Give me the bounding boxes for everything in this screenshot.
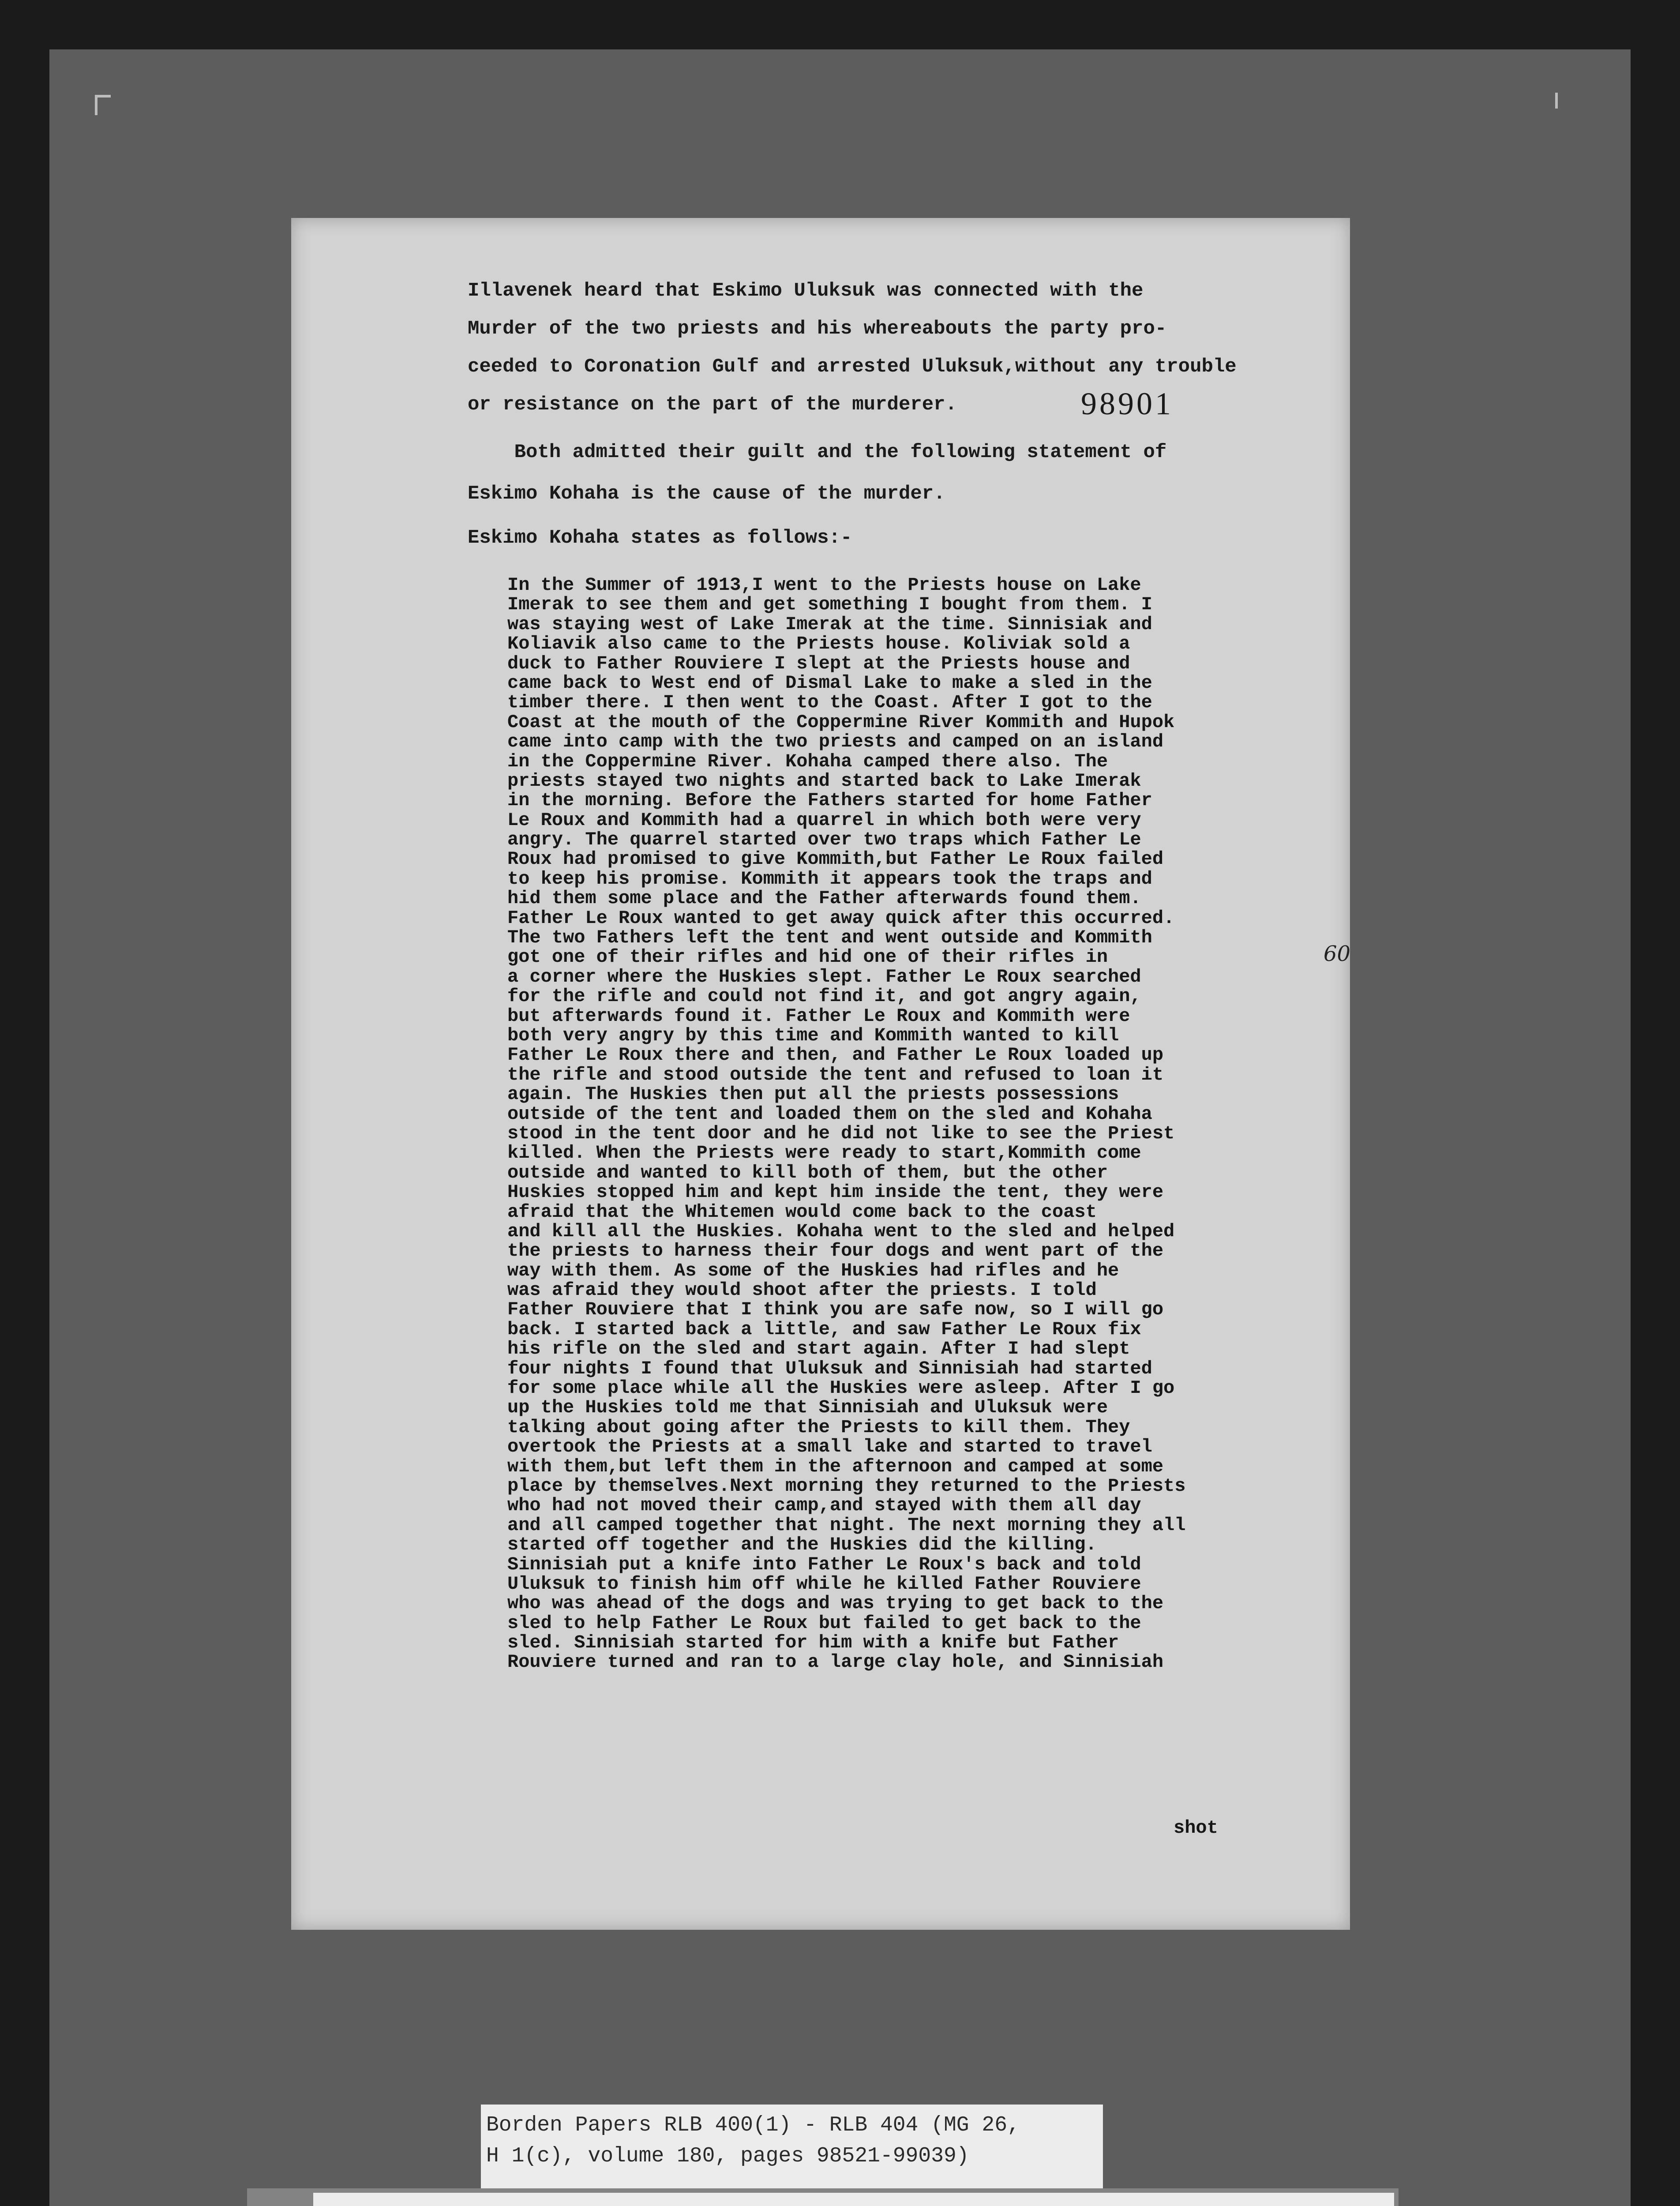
statement-line: got one of their rifles and hid one of their rifles in — [507, 946, 1108, 968]
statement-line: Le Roux and Kommith had a quarrel in which both were very — [507, 809, 1141, 831]
statement-line: sled to help Father Le Roux but failed to get back to the — [507, 1612, 1141, 1634]
statement-line: but afterwards found it. Father Le Roux and Kommith were — [507, 1005, 1130, 1027]
statement-line: In the Summer of 1913,I went to the Priests house on Lake — [507, 574, 1141, 596]
reference-line: H 1(c), volume 180, pages 98521-99039) — [486, 2144, 969, 2168]
handwritten-margin-note: 60 — [1324, 942, 1351, 966]
statement-line: Father Rouviere that I think you are safe now, so I will go — [507, 1299, 1164, 1321]
statement-line: overtook the Priests at a small lake and started to travel — [507, 1436, 1152, 1458]
statement-line: and kill all the Huskies. Kohaha went to the sled and helped — [507, 1220, 1175, 1242]
page-catchword: shot — [1174, 1817, 1218, 1838]
intro-line: Eskimo Kohaha states as follows:- — [468, 527, 852, 549]
statement-line: in the morning. Before the Fathers started for home Father — [507, 790, 1152, 811]
statement-line: Father Le Roux there and then, and Father Le Roux loaded up — [507, 1044, 1164, 1066]
archives-card-face — [313, 2193, 1394, 2206]
statement-body — [507, 575, 1328, 1672]
statement-line: duck to Father Rouviere I slept at the Priests house and — [507, 653, 1130, 674]
statement-line: with them,but left them in the afternoon and camped at some — [507, 1456, 1164, 1477]
statement-line: who was ahead of the dogs and was trying to get back to the — [507, 1593, 1164, 1614]
statement-line: way with them. As some of the Huskies had rifles and he — [507, 1260, 1119, 1281]
reference-line: Borden Papers RLB 400(1) - RLB 404 (MG 26, — [486, 2113, 1020, 2137]
statement-line: angry. The quarrel started over two traps which Father Le — [507, 829, 1141, 851]
statement-line: Koliavik also came to the Priests house. Koliviak sold a — [507, 633, 1130, 655]
statement-line: was afraid they would shoot after the priests. I told — [507, 1279, 1097, 1301]
statement-line: Coast at the mouth of the Coppermine River Kommith and Hupok — [507, 711, 1175, 733]
intro-line: Murder of the two priests and his whereabouts the party pro- — [468, 318, 1167, 340]
statement-line: up the Huskies told me that Sinnisiah and Uluksuk were — [507, 1397, 1108, 1418]
statement-line: The two Fathers left the tent and went outside and Kommith — [507, 927, 1152, 949]
intro-line: Both admitted their guilt and the following statement of — [468, 441, 1167, 463]
statement-line: Father Le Roux wanted to get away quick after this occurred. — [507, 907, 1175, 929]
statement-line: again. The Huskies then put all the priests possessions — [507, 1084, 1119, 1105]
crop-mark-top-left — [95, 95, 111, 115]
statement-line: came into camp with the two priests and camped on an island — [507, 731, 1164, 753]
statement-line: four nights I found that Uluksuk and Sinnisiah had started — [507, 1358, 1152, 1379]
statement-line: priests stayed two nights and started back to Lake Imerak — [507, 770, 1141, 792]
statement-line: afraid that the Whitemen would come back to the coast — [507, 1201, 1097, 1223]
intro-line: or resistance on the part of the murderer. — [468, 394, 957, 416]
statement-line: in the Coppermine River. Kohaha camped there also. The — [507, 750, 1108, 772]
statement-line: both very angry by this time and Kommith wanted to kill — [507, 1024, 1119, 1046]
statement-line: who had not moved their camp,and stayed with them all day — [507, 1495, 1141, 1516]
statement-line: killed. When the Priests were ready to start,Kommith come — [507, 1142, 1141, 1164]
statement-line: talking about going after the Priests to kill them. They — [507, 1416, 1130, 1438]
archives-card — [247, 2188, 1399, 2206]
statement-line: for the rifle and could not find it, and got angry again, — [507, 986, 1141, 1007]
statement-line: a corner where the Huskies slept. Father Le Roux searched — [507, 966, 1141, 987]
statement-line: place by themselves.Next morning they returned to the Priests — [507, 1475, 1186, 1497]
statement-line: Sinnisiah put a knife into Father Le Roux's back and told — [507, 1553, 1141, 1575]
statement-line: to keep his promise. Kommith it appears took the traps and — [507, 868, 1152, 889]
statement-line: sled. Sinnisiah started for him with a knife but Father — [507, 1632, 1119, 1654]
statement-line: was staying west of Lake Imerak at the time. Sinnisiak and — [507, 613, 1152, 635]
statement-line: the rifle and stood outside the tent and refused to loan it — [507, 1064, 1164, 1085]
statement-line: hid them some place and the Father afterwards found them. — [507, 888, 1141, 909]
statement-line: came back to West end of Dismal Lake to make a sled in the — [507, 672, 1152, 694]
statement-line: back. I started back a little, and saw Father Le Roux fix — [507, 1318, 1141, 1340]
reference-label — [481, 2105, 1103, 2202]
statement-line: started off together and the Huskies did the killing. — [507, 1534, 1097, 1556]
document-page-number: 98901 — [1081, 386, 1174, 421]
intro-line: ceeded to Coronation Gulf and arrested Uluksuk,without any trouble — [468, 356, 1237, 378]
statement-line: the priests to harness their four dogs and went part of the — [507, 1240, 1164, 1262]
statement-line: for some place while all the Huskies were asleep. After I go — [507, 1377, 1175, 1399]
statement-line: Uluksuk to finish him off while he killed Father Rouviere — [507, 1573, 1141, 1594]
statement-line: Roux had promised to give Kommith,but Father Le Roux failed — [507, 848, 1164, 870]
statement-line: Imerak to see them and get something I bought from them. I — [507, 594, 1152, 615]
statement-line: outside and wanted to kill both of them, but the other — [507, 1162, 1108, 1183]
intro-line: Eskimo Kohaha is the cause of the murder. — [468, 483, 945, 505]
crop-mark-top-right — [1555, 93, 1558, 109]
statement-line: his rifle on the sled and start again. After I had slept — [507, 1338, 1130, 1360]
statement-line: outside of the tent and loaded them on the sled and Kohaha — [507, 1103, 1152, 1125]
statement-line: timber there. I then went to the Coast. After I got to the — [507, 692, 1152, 713]
statement-line: and all camped together that night. The next morning they all — [507, 1514, 1186, 1536]
statement-line: stood in the tent door and he did not like to see the Priest — [507, 1122, 1175, 1144]
statement-line: Huskies stopped him and kept him inside the tent, they were — [507, 1182, 1164, 1203]
typed-document-page — [291, 218, 1350, 1930]
statement-line: Rouviere turned and ran to a large clay hole, and Sinnisiah — [507, 1651, 1164, 1673]
intro-line: Illavenek heard that Eskimo Uluksuk was connected with the — [468, 280, 1144, 302]
